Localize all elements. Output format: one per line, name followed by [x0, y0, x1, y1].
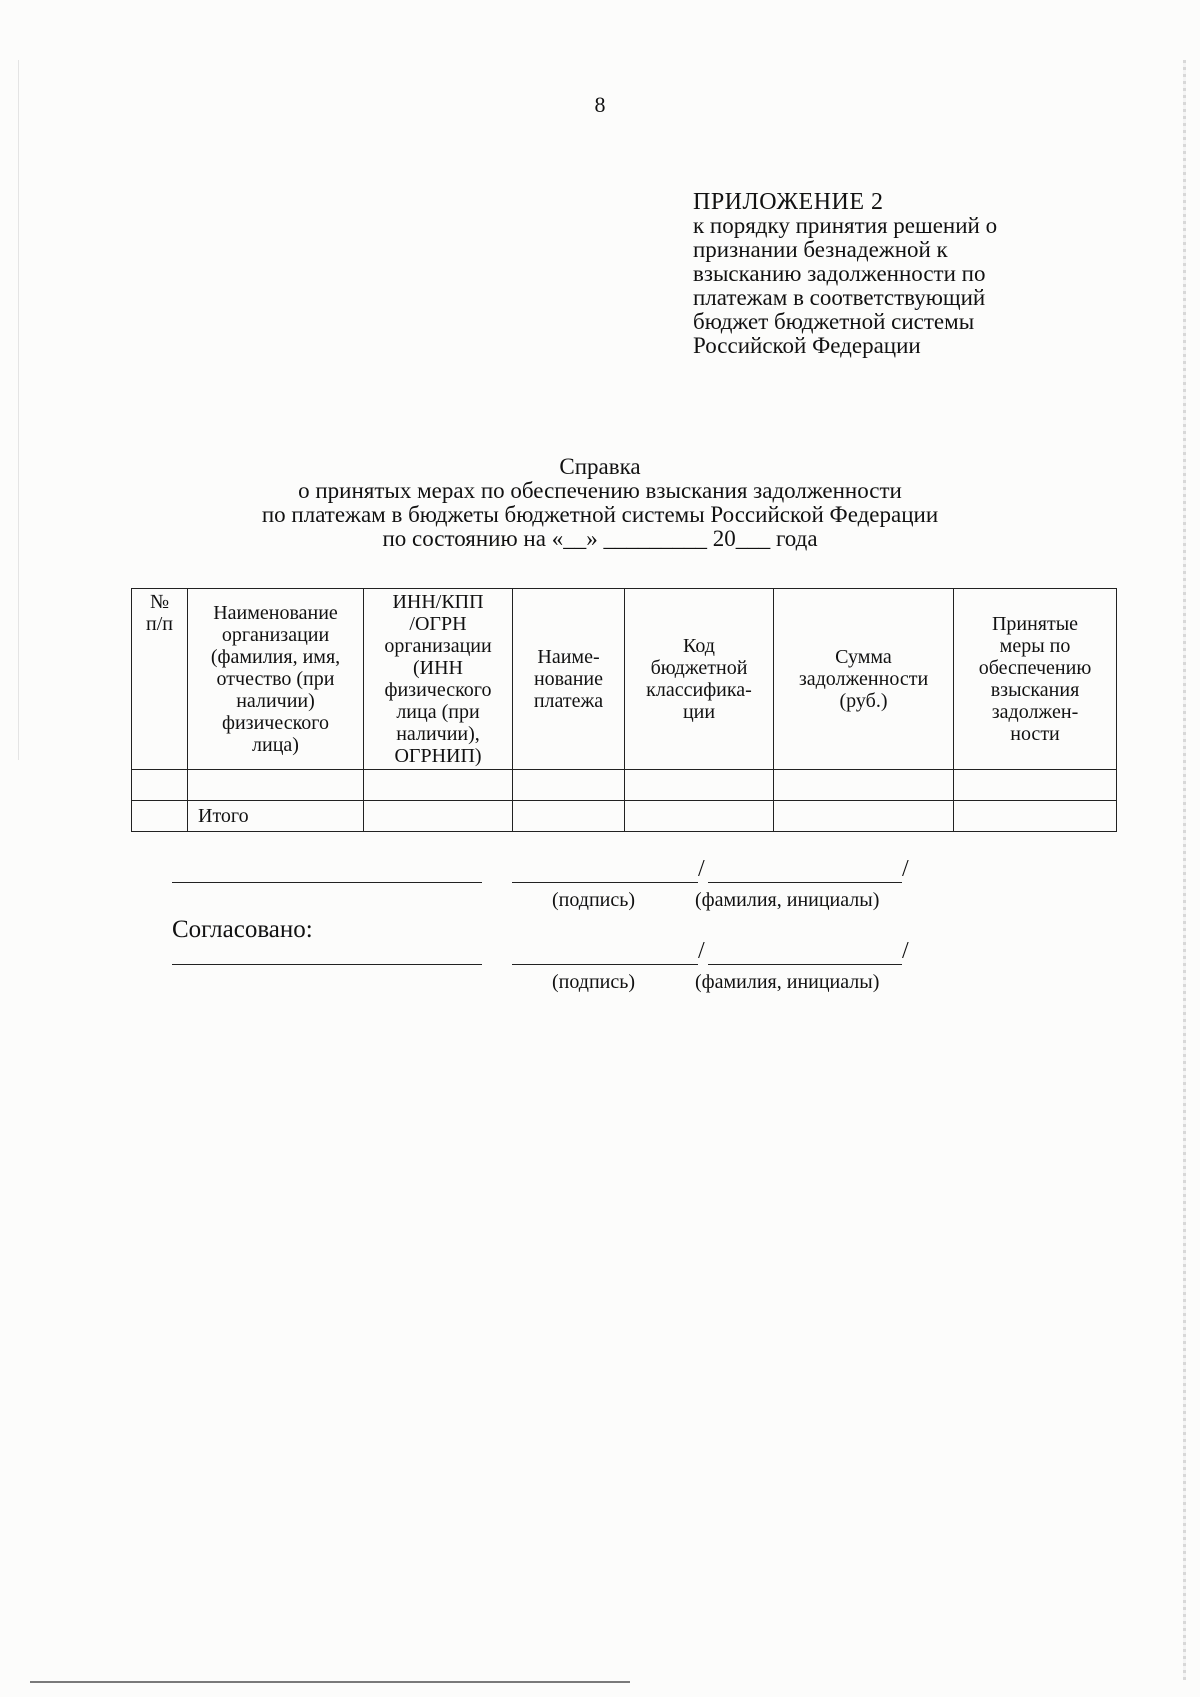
signature-line [512, 882, 698, 883]
appendix-line: признании безнадежной к [693, 237, 948, 262]
scan-edge-bottom [30, 1681, 630, 1683]
table-cell [513, 801, 625, 832]
appendix-line: к порядку принятия решений о [693, 213, 998, 238]
column-header-organization: Наименование организации (фамилия, имя, отчество (при наличии) физического лица) [188, 589, 364, 770]
signature-caption: (подпись) [552, 889, 636, 911]
table-cell [954, 770, 1117, 801]
heading-date-line: по состоянию на «__» _________ 20___ года [382, 526, 818, 551]
page-number: 8 [594, 92, 606, 117]
appendix-line: платежам в соответствующий [693, 285, 986, 310]
separator-slash: / [902, 938, 909, 964]
name-caption: (фамилия, инициалы) [695, 971, 880, 993]
debt-report-table [131, 588, 1117, 832]
appendix-block [693, 190, 1093, 358]
table-cell [513, 770, 625, 801]
table-cell [774, 770, 954, 801]
heading-line: о принятых мерах по обеспечению взыскания задолженности [298, 478, 902, 503]
column-header-inn: ИНН/КПП /ОГРН организации (ИНН физического лица (при наличии), ОГРНИП) [364, 589, 513, 770]
agreed-label: Согласовано: [172, 916, 313, 943]
table-cell [188, 770, 364, 801]
position-line [172, 882, 482, 883]
column-header-payment: Наиме- нование платежа [513, 589, 625, 770]
table-cell [625, 801, 774, 832]
table-cell [364, 770, 513, 801]
total-label: Итого [188, 801, 364, 832]
table-row [132, 770, 1117, 801]
appendix-line: взысканию задолженности по [693, 261, 986, 286]
column-header-debt-amount: Сумма задолженности (руб.) [774, 589, 954, 770]
signature-caption: (подпись) [552, 971, 636, 993]
table-cell [625, 770, 774, 801]
appendix-title: ПРИЛОЖЕНИЕ 2 [693, 189, 884, 215]
appendix-line: Российской Федерации [693, 333, 921, 358]
table-header-row [132, 589, 1117, 770]
separator-slash: / [698, 856, 705, 882]
signature-line [512, 964, 698, 965]
position-line [172, 964, 482, 965]
name-line [708, 882, 902, 883]
scan-edge-left [18, 60, 19, 760]
appendix-line: бюджет бюджетной системы [693, 309, 975, 334]
separator-slash: / [902, 856, 909, 882]
table-cell [132, 770, 188, 801]
table-cell [954, 801, 1117, 832]
column-header-budget-code: Код бюджетной классифика- ции [625, 589, 774, 770]
column-header-measures: Принятые меры по обеспечению взыскания задолжен- ности [954, 589, 1117, 770]
table-cell [774, 801, 954, 832]
heading-line: по платежам в бюджеты бюджетной системы Российской Федерации [261, 502, 939, 527]
name-line [708, 964, 902, 965]
name-caption: (фамилия, инициалы) [695, 889, 880, 911]
table-cell [132, 801, 188, 832]
table-cell [364, 801, 513, 832]
table-total-row [132, 801, 1117, 832]
separator-slash: / [698, 938, 705, 964]
column-header-number: № п/п [132, 589, 188, 770]
heading-title: Справка [559, 454, 641, 479]
document-heading [0, 455, 1200, 551]
scan-edge-right [1183, 60, 1186, 1680]
